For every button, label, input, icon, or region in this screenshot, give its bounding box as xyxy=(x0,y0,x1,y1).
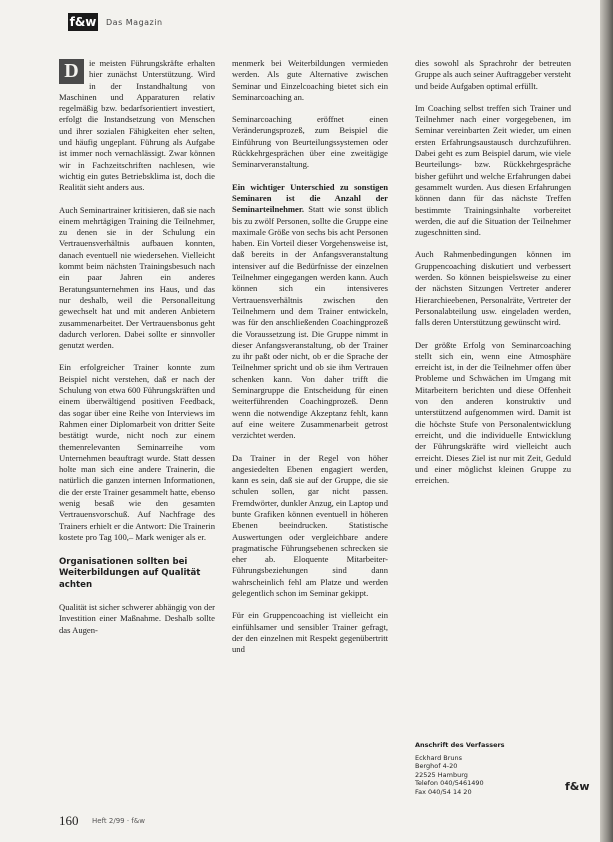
address-line: Telefon 040/5461490 xyxy=(415,779,484,788)
address-line: Fax 040/54 14 20 xyxy=(415,787,472,796)
page-number: 160 xyxy=(59,813,79,828)
paragraph: Ein erfolgreicher Trainer konnte zum Beispiel nicht verstehen, daß er nach der Schulung von etwa 600 Führungskräften und einem überwältigend positiven Feedback, das sogar über eine Reihe von Interviews im Rahmen einer Diplomarbeit von dritter Seite bestätigt wurde, nicht noch zur einem themenrelevanten Seminarreihe vom Unternehmen beauftragt wurde. Statt dessen holte man sich eine andere Trainerin, die natürlich die ganzen internen Informationen, die der erste Trainer gesammelt hatte, ebenso wenig besaß wie den gesamten Vertrauensvorschuß. Auf Nachfrage des Trainers erhielt er die Antwort: Die Trainerin kostete pro Tag 100,– Mark weniger als er. xyxy=(59,362,215,542)
paragraph: Der größte Erfolg von Seminarcoaching stellt sich ein, wenn eine Atmosphäre erreicht ist, in der die Teilnehmer offen über Probleme und Schwächen im Umgang mit Mitarbeitern berichten und diese Offenheit von den anderen konstruktiv und unterstützend aufgenommen wird. Damit ist die höchste Stufe von Personalentwicklung erreicht, und die individuelle Entwicklung der Führungskräfte wird vielleicht auch erreicht. Dieses Ziel ist nur mit Zeit, Geduld und einer möglichst kleinen Gruppe zu erreichen. xyxy=(415,339,571,486)
drop-cap: D xyxy=(59,59,84,84)
paragraph: menmerk bei Weiterbildungen vermieden werden. Als gute Alternative zwischen Seminar und Einzelcoaching bietet sich ein Seminarcoaching an. xyxy=(232,58,388,102)
paragraph: Im Coaching selbst treffen sich Trainer und Teilnehmer nach einer vorgegebenen, im Seminar vereinbarten Zeit wieder, um einen ersten Erfahrungsaustausch durchzuführen. Dabei geht es zum Beispiel darum, wie viele Beurteilungs- bzw. Rückkehrgespräche bisher geführt und welche Erfahrungen dabei gesammelt wurden. Aus diesen Erfahrungen können dann für das nächste Treffen bestimmte Trainingsinhalte vorbereitet werden, die auf die Situation der Teilnehmer zugeschnitten sind. xyxy=(415,102,571,238)
column-1 xyxy=(59,58,215,647)
paragraph: Auch Rahmenbedingungen können im Gruppencoaching diskutiert und verbessert werden. So können beispielsweise zu einer der nächsten Sitzungen Vertreter anderer Hierarchieebenen, Personalräte, Vertreter der Personalabteilung usw. eingeladen werden, falls deren Unterstützung gewünscht wird. xyxy=(415,249,571,328)
address-line: Eckhard Bruns xyxy=(415,753,463,762)
paragraph: Ein wichtiger Unterschied zu sonstigen Seminaren ist die Anzahl der Seminarteilnehmer. Statt wie sonst üblich bis zu zwölf Personen, sollte die Gruppe eine maximale Größe von sechs bis acht Personen haben. Ein Vorteil dieser Vorgehensweise ist, daß bereits in der Anfangsveranstaltung intensiver auf die Bedürfnisse der einzelnen Teilnehmer eingegangen werden kann. Auch können sich ein intensiveres Vertrauensverhältnis zwischen den Teilnehmern und dem Trainer entwickeln, was für den anschließenden Coachingprozeß die Voraussetzung ist. Die Gruppe nimmt in dieser Anfangsveranstaltung, ob der Trainer zu ihr paßt oder nicht, ob er die Sprache der Teilnehmer spricht und ob sie ihm Vertrauen schenken kann. Von daher trifft die Seminargruppe die Entscheidung für einen weiterführenden Coachingprozeß. Denn wenn die notwendige Akzeptanz fehlt, kann auf eine weitere Zusammenarbeit getrost verzichtet werden. xyxy=(232,181,388,441)
subheading: Organisationen sollten bei Weiterbildungen auf Qualität achten xyxy=(59,557,201,590)
section-title: Das Magazin xyxy=(106,18,163,27)
paragraph: Auch Seminartrainer kritisieren, daß sie nach einem mehrtägigen Training die Teilnehmer, zu denen sie in der Schulung ein Vertrauensverhältnis aufbauen konnten, danach eventuell nie wiedersehen. Vielleicht kommt beim nächsten Trainingsbesuch nach ein paar Jahren ein anderes Beratungsunternehmen ins Haus, und das nur deshalb, weil die Personalleitung gewechselt hat und mit anderen Anbietern zusammenarbeitet. Der Vertrauensbonus geht dadurch verloren. Dabei sollte er sinnvoller genutzt werden. xyxy=(59,204,215,351)
address-title: Anschrift des Verfassers xyxy=(415,741,505,749)
paragraph: Für ein Gruppencoaching ist vielleicht ein einfühlsamer und sensibler Trainer gefragt, der den einzelnen mit Respekt gegenübertritt und xyxy=(232,610,388,655)
column-3 xyxy=(415,58,571,497)
address-line: Berghof 4-20 xyxy=(415,762,458,771)
issue-info: Heft 2/99 · f&w xyxy=(92,817,145,825)
paragraph: Qualität ist sicher schwerer abhängig von der Investition einer Maßnahme. Deshalb sollte das Augen- xyxy=(59,602,215,635)
paragraph: Seminarcoaching eröffnet einen Veränderungsprozeß, zum Beispiel die Einführung von Beurteilungssystemen oder Rückkehrgesprächen über eine zweitägige Seminarveranstaltung. xyxy=(232,114,388,170)
address-line: 22525 Hamburg xyxy=(415,770,468,779)
author-address xyxy=(415,741,565,797)
column-2 xyxy=(232,58,388,667)
paragraph: dies sowohl als Sprachrohr der betreuten Gruppe als auch seiner Auftraggeber versteht und beide Aufgaben optimal erfüllt. xyxy=(415,58,571,91)
footer-logo: f&w xyxy=(565,780,590,793)
emphasis: Ein wichtiger Unterschied zu sonstigen Seminaren ist die Anzahl der Seminarteilnehmer. xyxy=(232,181,388,215)
magazine-logo: f&w xyxy=(69,15,97,29)
page-edge-shadow xyxy=(600,0,613,842)
page-header xyxy=(68,13,588,33)
paragraph: Da Trainer in der Regel von höher angesiedelten Ebenen engagiert werden, kann es sein, daß sie auf der Gruppe, die sie schulen sollen, gar nicht passen. Fremdwörter, dunkler Anzug, ein Laptop und bunte Grafiken können eventuell in höheren Ebenen beeindrucken. Statistische Auswertungen oder vergleichbare andere pragmatische Führungsebenen schrecken sie eher ab. Eloquente Mitarbeiter-Führungsbeziehungen sind dann wahrscheinlich fehl am Platze und werden gelegentlich schon im Seminar gekippt. xyxy=(232,452,388,599)
paragraph: D ie meisten Führungskräfte erhalten hier zunächst Unterstützung. Wird in der Instandhaltung von Maschinen und Apparaturen relativ regelmäßig bzw. bedarfsorientiert investiert, erfolgt die Instandsetzung von Menschen und ihrer sozialen Fähigkeiten eher selten, und häufig ungeplant. Führung als Aufgabe ist immer noch vernachlässigt. Zwar können wir in Fachzeitschriften nachlesen, wie wichtig ein gutes Betriebsklima ist, doch die Realität sieht anders aus. xyxy=(59,58,215,193)
